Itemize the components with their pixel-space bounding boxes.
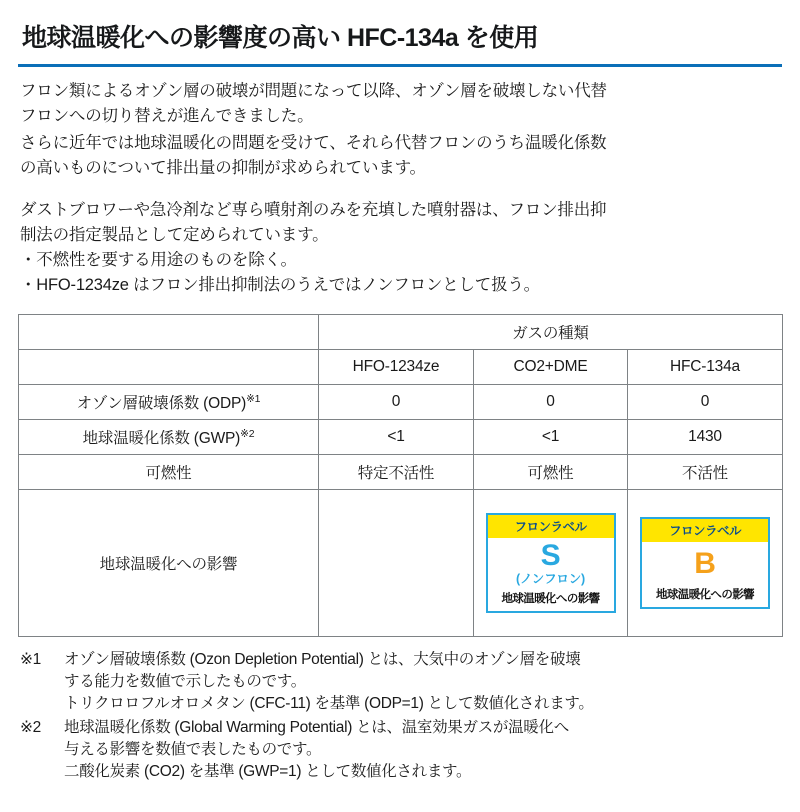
table-row-impact [19, 489, 783, 636]
card-grade-s: S [540, 539, 561, 573]
freon-label-card-s [486, 513, 616, 613]
table-column-header-3: HFC-134a [628, 349, 783, 384]
row-label-odp-text: オゾン層破壊係数 (ODP) [76, 394, 247, 412]
paragraph-2-line-2: の高いものについて排出量の抑制が求められています。 [20, 159, 426, 178]
paragraph-3-line-1: ダストブロワーや急冷剤など専ら噴射剤のみを充填した噴射器は、フロン排出抑 [20, 201, 607, 220]
card-grade-b: B [694, 547, 716, 581]
paragraph-1-line-2: フロンへの切り替えが進んできました。 [20, 107, 314, 126]
row-label-gwp-text: 地球温暖化係数 (GWP) [82, 429, 241, 447]
table-header-group-row [19, 314, 783, 349]
card-subtitle-s: (ノンフロン) [516, 571, 585, 586]
table-row [19, 454, 783, 489]
cell-odp-2: 0 [474, 384, 628, 419]
footnote-2-line-1: 地球温暖化係数 (Global Warming Potential) とは、温室効果ガスが温暖化へ [64, 718, 569, 736]
table-corner-blank [19, 314, 319, 349]
footnote-1-line-3: トリクロロフルオロメタン (CFC-11) を基準 (ODP=1) として数値化されます。 [64, 694, 594, 712]
cell-gwp-1: <1 [319, 419, 474, 454]
paragraph-3-line-2: 制法の指定製品として定められています。 [20, 226, 329, 245]
footnote-2-text [64, 717, 780, 783]
table-column-header-1: HFO-1234ze [319, 349, 474, 384]
table-header-row [19, 349, 783, 384]
row-label-gwp-sup: ※2 [240, 427, 255, 440]
cell-gwp-2: <1 [474, 419, 628, 454]
bullet-item-2: ・HFO-1234ze はフロン排出抑制法のうえではノンフロンとして扱う。 [20, 276, 540, 295]
paragraph-2 [18, 131, 782, 181]
table-row [19, 419, 783, 454]
impact-cell-2 [474, 489, 628, 636]
bullet-item-1: ・不燃性を要する用途のものを除く。 [20, 251, 297, 270]
paragraph-2-line-1: さらに近年では地球温暖化の問題を受けて、それら代替フロンのうち温暖化係数 [20, 134, 607, 153]
footnotes [18, 649, 782, 783]
paragraph-1-line-1: フロン類によるオゾン層の破壊が問題になって以降、オゾン層を破壊しない代替 [20, 82, 607, 100]
card-caption-s: フロンラベル [488, 515, 614, 538]
impact-cell-1-empty [319, 489, 474, 636]
card-caption-b: フロンラベル [642, 519, 768, 542]
row-label-gwp [19, 419, 319, 454]
impact-cell-3 [628, 489, 783, 636]
gas-comparison-table [18, 314, 783, 637]
row-label-flammability: 可燃性 [19, 454, 319, 489]
cell-flam-1: 特定不活性 [319, 454, 474, 489]
table-group-header: ガスの種類 [319, 314, 783, 349]
cell-odp-1: 0 [319, 384, 474, 419]
card-footer-b: 地球温暖化への影響 [655, 588, 755, 601]
row-label-odp [19, 384, 319, 419]
page-title: 地球温暖化への影響度の高い HFC-134a を使用 [18, 12, 782, 67]
card-footer-s: 地球温暖化への影響 [501, 592, 600, 605]
table-corner-blank-2 [19, 349, 319, 384]
table-row [19, 384, 783, 419]
footnote-1-text [64, 649, 780, 715]
table-column-header-2: CO2+DME [474, 349, 628, 384]
cell-gwp-3: 1430 [628, 419, 783, 454]
footnote-2 [20, 717, 780, 783]
freon-label-card-b [640, 517, 770, 609]
paragraph-3 [18, 198, 782, 248]
cell-odp-3: 0 [628, 384, 783, 419]
footnote-2-line-3: 二酸化炭素 (CO2) を基準 (GWP=1) として数値化されます。 [64, 762, 472, 780]
row-label-odp-sup: ※1 [246, 392, 261, 405]
cell-flam-2: 可燃性 [474, 454, 628, 489]
footnote-2-mark: ※2 [20, 718, 42, 736]
document-page [0, 12, 800, 812]
footnote-1-mark: ※1 [20, 650, 42, 668]
footnote-1-line-1: オゾン層破壊係数 (Ozon Depletion Potential) とは、大気中のオゾン層を破壊 [64, 650, 581, 668]
paragraph-1 [18, 79, 782, 129]
footnote-2-line-2: 与える影響を数値で表したものです。 [64, 740, 322, 758]
cell-flam-3: 不活性 [628, 454, 783, 489]
footnote-1-line-2: する能力を数値で示したものです。 [64, 672, 306, 690]
footnote-1 [20, 649, 780, 715]
row-label-impact: 地球温暖化への影響 [19, 489, 319, 636]
